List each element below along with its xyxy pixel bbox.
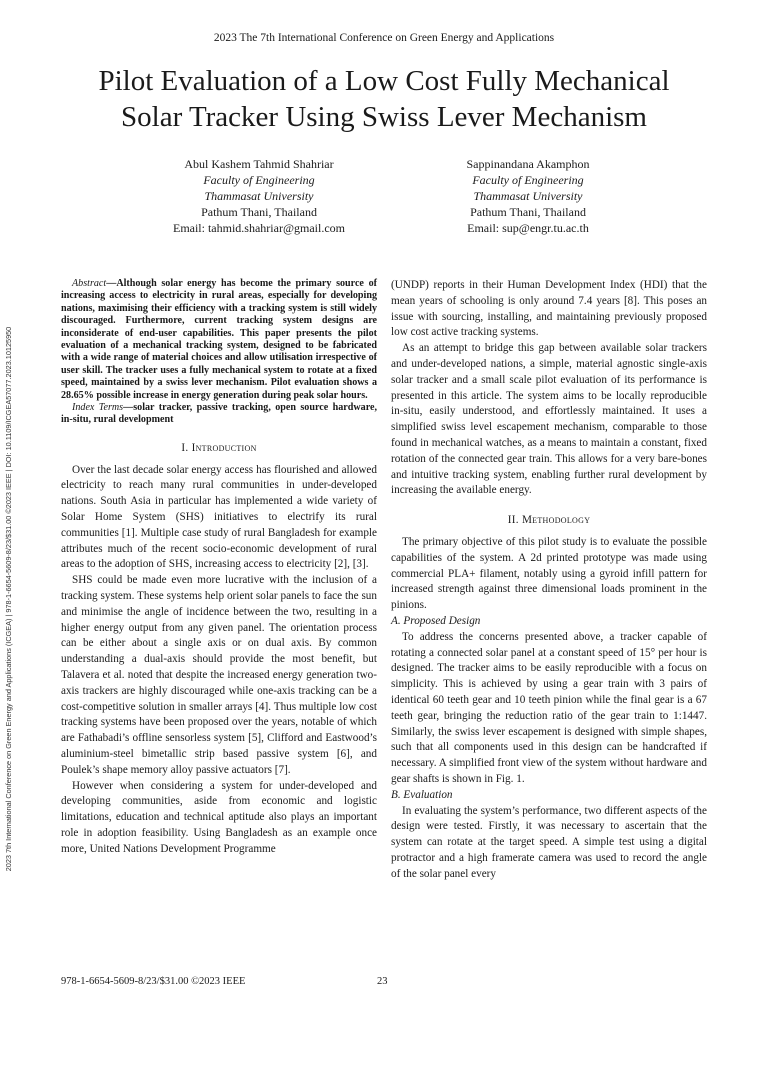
index-terms [61,402,377,427]
author-email[interactable]: Email: sup@engr.tu.ac.th [467,221,589,235]
paragraph: As an attempt to bridge this gap between available solar trackers and under-developed nations, a simple, material agnostic single-axis solar tracker and a small scale pilot evaluation of its performance is presented in this article. The system aims to be locally reproducible in-situ, easily understood, and effortlessly maintained. It uses a simplified swiss level escapement mechanism, comparable to those found in mechanical watches, as a means to maintain a constant, fixed rotation of the connected gear train. This allows for a very bare-bones and intuitive tracking system, enabling further rural development by increasing the available energy. [391,342,707,497]
author-org: Thammasat University [204,189,314,203]
title-line-1: Pilot Evaluation of a Low Cost Fully Mechanical [98,65,670,97]
abstract-text: —Although solar energy has become the primary source of increasing access to electricity in rural areas, especially for developing nations, maximising their efficiency with a tracking system is still widely discouraged. Furthermore, current tracking system designs are inconsiderate of end-user capabilities. This paper presents the pilot evaluation of a mechanical tracking system, designed to be fabricated with a wide range of material choices and allow utilisation irrespective of user skill. The tracker uses a fully mechanical system to rotate at a fixed speed, maintained by a swiss lever mechanism. Pilot evaluation shows a 28.65% possible increase in energy generation during peak solar hours. [61,278,377,401]
footer-copyright: 978-1-6654-5609-8/23/$31.00 ©2023 IEEE [61,976,246,987]
paragraph: Over the last decade solar energy access has flourished and allowed electricity to reach many rural communities in under-developed nations. South Asia in particular has implemented a wide variety of Solar Home System (SHS) initiatives to electrify its rural communities [1]. Multiple case study of rural Bangladesh for example attributes much of the recent socio-economic development of rural areas to the adoption of SHS, increasing access to electricity [2], [3]. [61,463,377,571]
author-org: Thammasat University [473,189,583,203]
section-number: I. [181,441,192,454]
right-column [391,278,707,882]
subsection-heading-evaluation: B. Evaluation [391,788,453,801]
section-title: Introduction [191,441,257,454]
conference-header: 2023 The 7th International Conference on Green Energy and Applications [213,32,555,44]
paper-title [40,63,728,135]
doi-sidebar: 2023 7th International Conference on Green Energy and Applications (ICGEA) | 978-1-6654-5609-8/23/$31.00 ©2023 IEEE | DOI: 10.1109/ICGEA57077.2023.10125950 [4,326,13,872]
section-heading-methodology [391,513,707,529]
author-email[interactable]: Email: tahmid.shahriar@gmail.com [172,221,345,235]
paragraph: However when considering a system for under-developed and developing communities, aside from economic and logistic limitations, education and technical aptitude also plays an important role in adoption feasibility. Using Bangladesh as an example once more, United Nations Development Programme [61,779,377,855]
author-block-2 [398,156,658,236]
author-dept: Faculty of Engineering [203,173,315,187]
abstract-label: Abstract [72,278,107,289]
section-title: Methodology [521,514,591,527]
author-block-1 [129,156,389,236]
subsection-heading-proposed-design: A. Proposed Design [391,614,481,627]
page-number: 23 [377,976,388,987]
author-name: Abul Kashem Tahmid Shahriar [184,157,334,171]
paragraph: SHS could be made even more lucrative with the inclusion of a tracking system. These systems help orient solar panels to face the sun and minimise the angle of incidence between the two, resulting in a higher energy output from any given panel. The orientation process can be either about a single axis or on dual axis. By common understanding a dual-axis should provide the most benefit, but Talavera et al. noted that despite the increased energy generation two-axis trackers are highly discouraged while one-axis tracking can be a cost-competitive solution in smaller arrays [4]. Thus multiple low cost tracking systems have been proposed over the years, notable of which are Fathabadi’s offline sensorless system [5], Clifford and Eastwood’s aluminium-steel bimetallic strip based passive system [6], and Poulek’s shape memory alloy passive actuators [7]. [61,574,377,776]
author-dept: Faculty of Engineering [472,173,584,187]
abstract [61,278,377,402]
title-line-2: Solar Tracker Using Swiss Lever Mechanism [121,101,647,133]
author-location: Pathum Thani, Thailand [470,205,586,219]
author-name: Sappinandana Akamphon [466,157,590,171]
section-heading-introduction [61,441,377,457]
paragraph: In evaluating the system’s performance, two different aspects of the design were tested. Firstly, it was necessary to ascertain that the system can rotate at the target speed. A simple test using a digital protractor and a high framerate camera was used to record the angle of the solar panel every [391,804,707,880]
left-column [61,278,377,858]
paragraph: (UNDP) reports in their Human Development Index (HDI) that the mean years of schooling is only around 7.4 years [8]. This poses an issue with sourcing, installing, and maintaining previously proposed low cost active tracking systems. [391,279,707,339]
paragraph: To address the concerns presented above, a tracker capable of rotating a connected solar panel at a constant speed of 15° per hour is designed. The tracker aims to be easily reproducible with a focus on simplicity. This is achieved by using a gear train with 3 pairs of identical 60 teeth gear and 10 teeth pinion while the final gear is a 67 teeth gear, bringing the reduction ratio of the gear train to 1:1447. Similarly, the swiss lever escapement is designed with simple shapes, such that all components used in this design can be handcrafted if necessary. A simplified front view of the system without hardware and gear shafts is shown in Fig. 1. [391,630,707,785]
index-terms-label: Index Terms [72,402,124,414]
index-terms-text: —solar tracker, passive tracking, open source hardware, in-situ, rural development [61,402,377,426]
author-location: Pathum Thani, Thailand [201,205,317,219]
paragraph: The primary objective of this pilot study is to evaluate the possible capabilities of the system. A 2d printed prototype was made using commercial PLA+ filament, notably using a gyroid infill pattern for increased strength against three dimensional loads prominent in the pinions. [391,535,707,612]
section-number: II. [507,514,522,527]
